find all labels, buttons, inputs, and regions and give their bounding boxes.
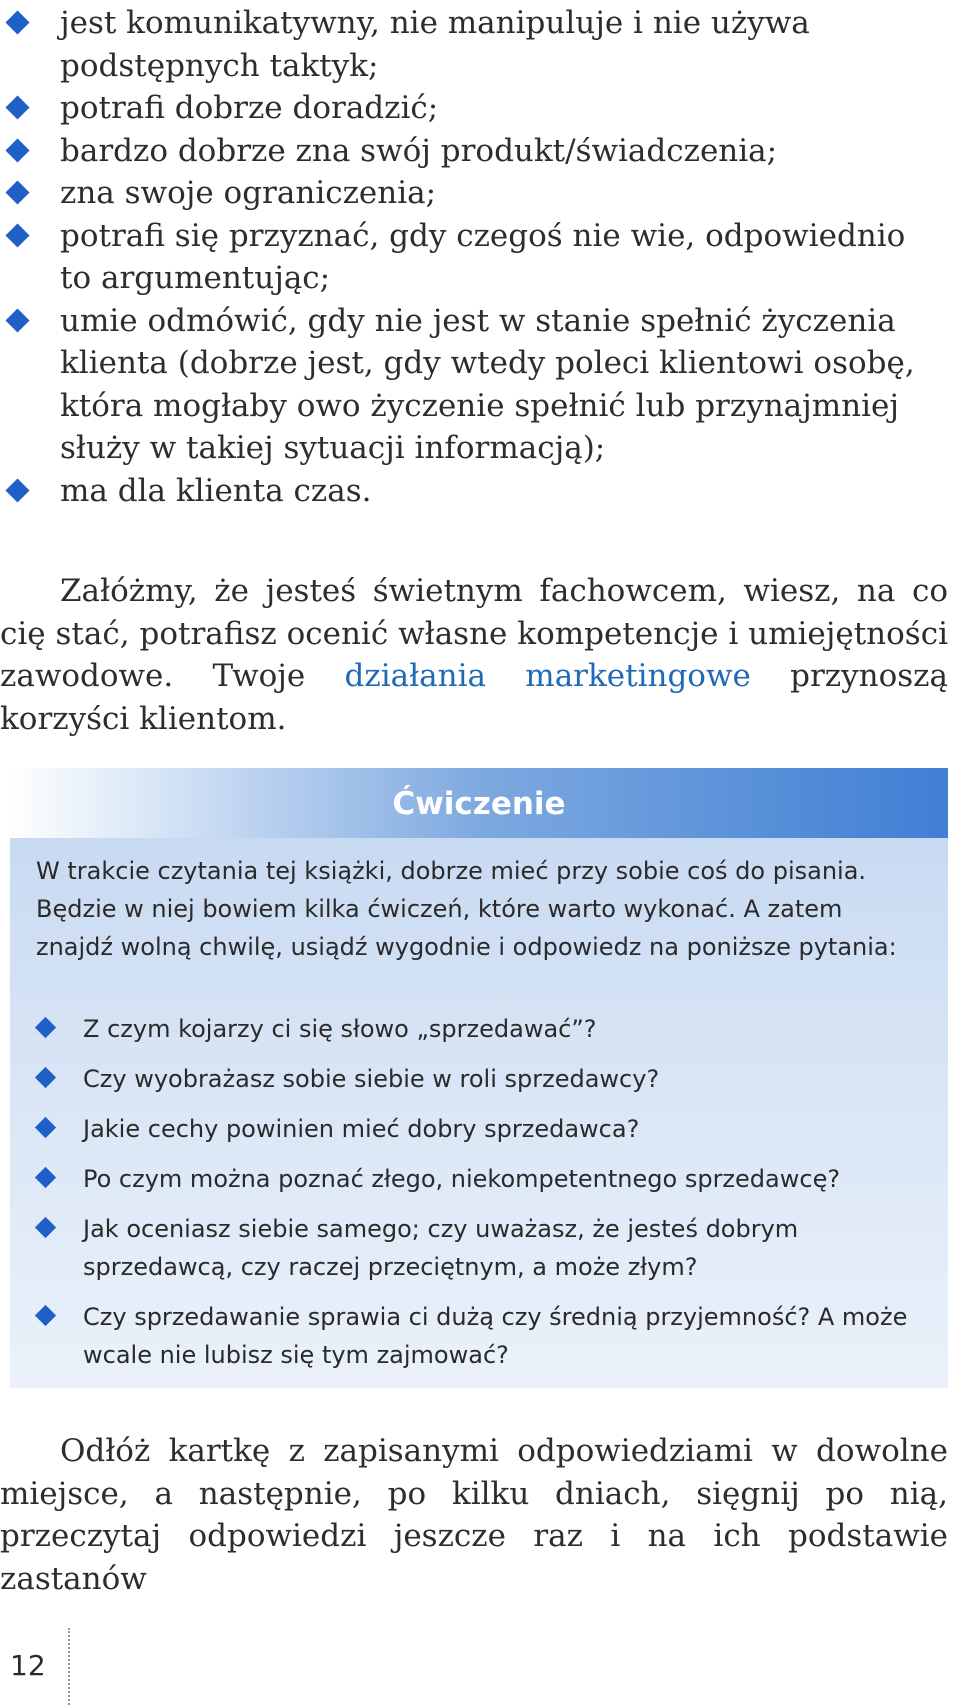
exercise-intro: W trakcie czytania tej książki, dobrze mieć przy sobie coś do pisania. Będzie w niej bowiem kilka ćwiczeń, które warto wykonać. A zatem znajdź wolną chwilę, usiądź wygodnie i odpowiedz na poniższe pytania: <box>36 857 897 961</box>
question-text: Po czym można poznać złego, niekompetentnego sprzedawcę? <box>83 1165 841 1193</box>
diamond-bullet-icon <box>5 95 29 119</box>
diamond-bullet-icon <box>35 1167 56 1188</box>
list-item-text: jest komunikatywny, nie manipuluje i nie używa podstępnych taktyk; <box>60 5 810 84</box>
diamond-bullet-icon <box>5 223 29 247</box>
question-text: Jak oceniasz siebie samego; czy uważasz, że jesteś dobrym sprzedawcą, czy raczej przeciętnym, a może złym? <box>83 1215 799 1281</box>
diamond-bullet-icon <box>35 1217 56 1238</box>
question-item <box>10 1010 948 1048</box>
qualities-list <box>0 2 960 512</box>
list-item <box>0 300 960 470</box>
exercise-title: Ćwiczenie <box>392 786 566 822</box>
question-text: Czy wyobrażasz sobie siebie w roli sprzedawcy? <box>83 1065 660 1093</box>
exercise-box <box>10 768 948 1388</box>
question-text: Z czym kojarzy ci się słowo „sprzedawać”? <box>83 1015 597 1043</box>
list-item <box>0 2 960 87</box>
diamond-bullet-icon <box>5 10 29 34</box>
exercise-questions <box>10 1010 948 1386</box>
diamond-bullet-icon <box>5 180 29 204</box>
question-item <box>10 1110 948 1148</box>
diamond-bullet-icon <box>5 478 29 502</box>
question-item <box>10 1210 948 1286</box>
list-item <box>0 172 960 215</box>
question-text: Jakie cechy powinien mieć dobry sprzedawca? <box>83 1115 640 1143</box>
list-item <box>0 470 960 513</box>
body-paragraph <box>0 1430 948 1600</box>
paragraph-text: przynoszą korzyści klientom. <box>0 658 948 737</box>
diamond-bullet-icon <box>35 1117 56 1138</box>
list-item <box>0 130 960 173</box>
diamond-bullet-icon <box>35 1017 56 1038</box>
paragraph-text: Załóżmy, że jesteś świetnym fachowcem, wiesz, na co cię stać, potrafisz ocenić własne kompetencje i umiejętności zawodowe. Twoje <box>0 573 948 694</box>
question-item <box>10 1160 948 1198</box>
list-item-text: potrafi dobrze doradzić; <box>60 90 439 126</box>
list-item-text: potrafi się przyznać, gdy czegoś nie wie, odpowiednio to argumentując; <box>60 217 906 296</box>
list-item-text: bardzo dobrze zna swój produkt/świadczenia; <box>60 132 778 169</box>
diamond-bullet-icon <box>35 1067 56 1088</box>
list-item <box>0 87 960 130</box>
highlighted-term: działania marketingowe <box>344 658 751 694</box>
margin-divider <box>68 1628 70 1705</box>
diamond-bullet-icon <box>35 1305 56 1326</box>
list-item-text: umie odmówić, gdy nie jest w stanie spełnić życzenia klienta (dobrze jest, gdy wtedy poleci klientowi osobę, która mogłaby owo życzenie spełnić lub przynajmniej służy w takiej sytuacji informacją); <box>60 302 915 466</box>
page-number: 12 <box>10 1649 46 1682</box>
list-item <box>0 215 960 300</box>
body-paragraph <box>0 570 948 740</box>
question-item <box>10 1298 948 1374</box>
list-item-text: ma dla klienta czas. <box>60 472 372 509</box>
diamond-bullet-icon <box>5 308 29 332</box>
question-text: Czy sprzedawanie sprawia ci dużą czy średnią przyjemność? A może wcale nie lubisz się tym zajmować? <box>83 1303 908 1369</box>
list-item-text: zna swoje ograniczenia; <box>60 175 437 211</box>
paragraph-text: Odłóż kartkę z zapisanymi odpowiedziami w dowolne miejsce, a następnie, po kilku dniach, sięgnij po nią, przeczytaj odpowiedzi jeszcze raz i na ich podstawie zastanów <box>0 1433 948 1597</box>
question-item <box>10 1060 948 1098</box>
diamond-bullet-icon <box>5 138 29 162</box>
